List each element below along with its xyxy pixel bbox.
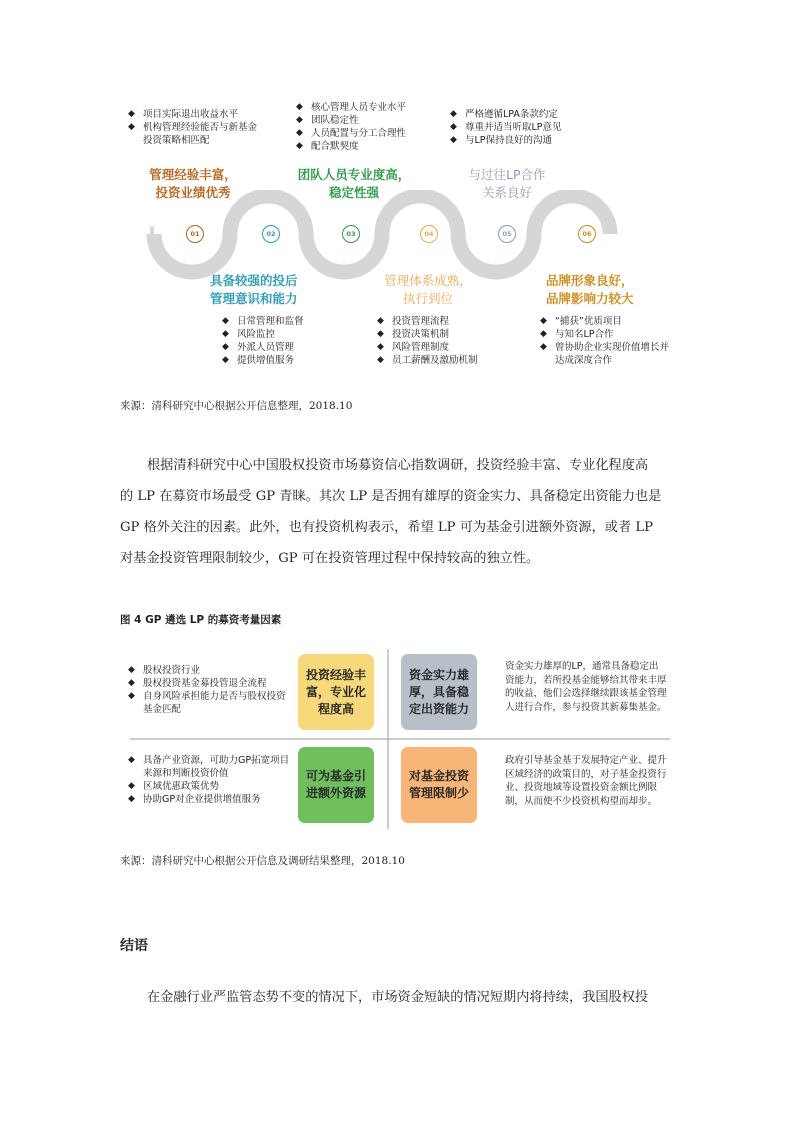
list-item: ◆ 区域优惠政策优势 [128, 780, 293, 793]
list-item: ◆ 投资决策机制 [377, 328, 517, 341]
label-02: 具备较强的投后 管理意识和能力 [210, 273, 298, 306]
left-top-bullets [128, 664, 293, 716]
box-capital-strength: 资金实力雄厚，具备稳定出资能力 [401, 654, 477, 730]
list-item: ◆ 外派人员管理 [222, 341, 342, 354]
figure-4-source: 来源：清科研究中心根据公开信息及调研结果整理，2018.10 [120, 855, 405, 867]
label-05: 与过往LP合作 关系良好 [468, 167, 546, 200]
list-item: ◆ 团队稳定性 [296, 114, 446, 127]
body-paragraph-1 [120, 450, 675, 574]
paragraph-line: 的 LP 在募资市场最受 GP 青睐。其次 LP 是否拥有雄厚的资金实力、具备稳定出资能力也是 [120, 489, 662, 504]
list-item: ◆ 风险管理制度 [377, 341, 517, 354]
label-06: 品牌形象良好， 品牌影响力较大 [546, 273, 634, 306]
step-circle-01: 01 [186, 225, 204, 243]
step-circle-03: 03 [342, 225, 360, 243]
list-item: ◆ 项目实际退出收益水平 [128, 108, 268, 121]
figure-4-title: 图 4 GP 遴选 LP 的募资考量因素 [120, 614, 282, 626]
list-item: ◆ 机构管理经验能否与新基金投资策略相匹配 [128, 121, 261, 147]
label-03: 团队人员专业度高， 稳定性强 [297, 167, 411, 200]
step-circle-05: 05 [498, 225, 516, 243]
list-item: ◆ 人员配置与分工合理性 [296, 127, 446, 140]
list-item: ◆ 与LP保持良好的沟通 [450, 134, 600, 147]
list-item: ◆ 提供增值服务 [222, 354, 342, 367]
list-item: ◆ 投资管理流程 [377, 315, 517, 328]
paragraph-line: 对基金投资管理限制较少，GP 可在投资管理过程中保持较高的独立性。 [120, 551, 540, 566]
bullet-group-6 [540, 315, 672, 367]
list-item: ◆ 具备产业资源，可助力GP拓宽项目来源和判断投资价值 [128, 754, 293, 780]
list-item: ◆ 员工薪酬及激励机制 [377, 354, 517, 367]
list-item: ◆ 日常管理和监督 [222, 315, 342, 328]
body-paragraph-2 [120, 982, 675, 1013]
list-item: ◆ 尊重并适当听取LP意见 [450, 121, 600, 134]
bullet-group-3 [296, 101, 446, 153]
bullet-group-4 [377, 315, 517, 367]
box-investment-experience: 投资经验丰富，专业化程度高 [298, 654, 374, 730]
right-top-note: 资金实力雄厚的LP，通常具备稳定出资能力，若所投基金能够给其带来丰厚的收益，他们会选择继续跟该基金管理人进行合作，参与投资其新募集基金。 [505, 661, 667, 713]
bullet-group-5 [450, 108, 600, 147]
figure-3-source: 来源：清科研究中心根据公开信息整理，2018.10 [120, 400, 353, 412]
list-item: ◆ 自身风险承担能力是否与股权投资基金匹配 [128, 690, 293, 716]
list-item: ◆ 与知名LP合作 [540, 328, 672, 341]
list-item: ◆ 股权投资行业 [128, 664, 293, 677]
box-extra-resources: 可为基金引进额外资源 [298, 747, 374, 823]
step-circle-02: 02 [262, 225, 280, 243]
list-item: ◆ 股权投资基金募投管退全流程 [128, 677, 293, 690]
bullet-group-1 [128, 108, 268, 147]
paragraph-line: GP 格外关注的因素。此外，也有投资机构表示，希望 LP 可为基金引进额外资源，或者 LP [120, 520, 653, 535]
list-item: ◆ 协助GP对企业提供增值服务 [128, 793, 293, 806]
list-item: ◆ “捕获”优质项目 [540, 315, 672, 328]
right-bottom-note: 政府引导基金基于发展特定产业、提升区域经济的政策目的，对子基金投资行业、投资地域等设置投资金额比例限制，从而使不少投资机构望而却步。 [505, 755, 667, 807]
step-circle-06: 06 [578, 225, 596, 243]
label-04: 管理体系成熟， 执行到位 [384, 273, 472, 306]
paragraph-line: 根据清科研究中心中国股权投资市场募资信心指数调研，投资经验丰富、专业化程度高 [147, 458, 649, 473]
step-circle-04: 04 [420, 225, 438, 243]
label-01: 管理经验丰富， 投资业绩优秀 [149, 167, 237, 200]
section-heading: 结语 [120, 938, 148, 954]
list-item: ◆ 配合默契度 [296, 140, 446, 153]
paragraph-line: 在金融行业严监管态势不变的情况下，市场资金短缺的情况短期内将持续，我国股权投 [147, 990, 649, 1005]
list-item: ◆ 风险监控 [222, 328, 342, 341]
box-fewer-restrictions: 对基金投资管理限制少 [401, 747, 477, 823]
list-item: ◆ 严格遵循LPA条款约定 [450, 108, 600, 121]
left-bottom-bullets [128, 754, 293, 806]
bullet-group-2 [222, 315, 342, 367]
list-item: ◆ 核心管理人员专业水平 [296, 101, 446, 114]
list-item: ◆ 曾协助企业实现价值增长并达成深度合作 [540, 341, 672, 367]
